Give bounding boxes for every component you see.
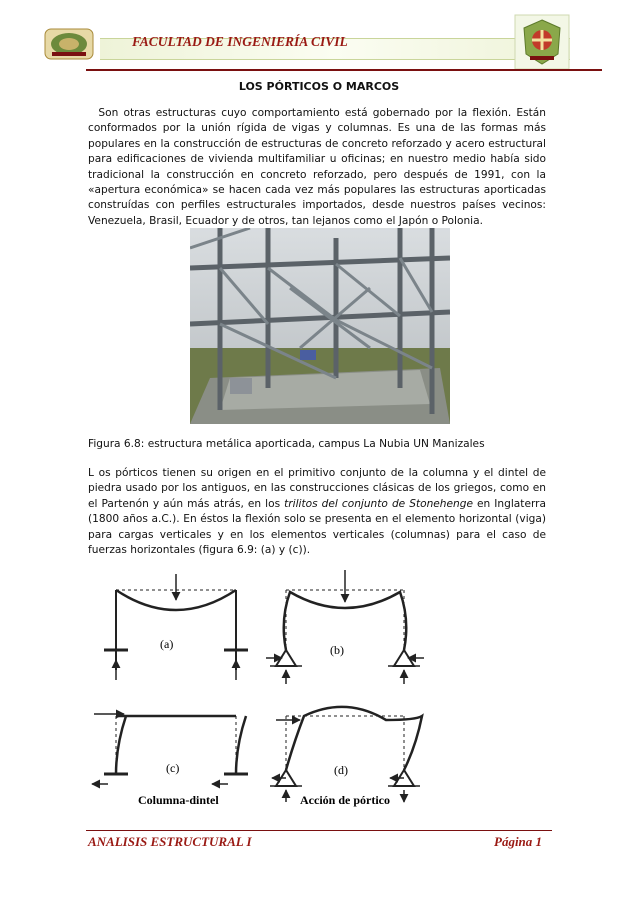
footer-rule xyxy=(86,830,552,831)
stonehenge-emphasis: trilitos del conjunto de Stonehenge xyxy=(284,497,473,510)
frame-diagrams xyxy=(86,570,546,810)
page-header xyxy=(38,12,604,70)
paragraph-history xyxy=(88,466,546,558)
diagram-b xyxy=(266,570,424,684)
diagram-a xyxy=(104,574,248,680)
figure-caption: Figura 6.8: estructura metálica aporticada, campus La Nubia UN Manizales xyxy=(88,438,485,450)
header-rule xyxy=(86,69,602,71)
footer-course: ANALISIS ESTRUCTURAL I xyxy=(88,834,252,849)
university-logo-icon xyxy=(44,28,94,60)
label-c: (c) xyxy=(166,761,180,775)
caption-post-lintel: Columna-dintel xyxy=(138,793,219,807)
faculty-crest-icon xyxy=(514,14,570,70)
paragraph-history-text-1: L os pórticos tienen su origen en el primitivo conjunto de la columna y el dintel de piedra usado por los antiguos, en las construcciones clásicas de los griegos, como en el Partenón y aún más atrás, en los xyxy=(88,467,546,510)
paragraph-intro xyxy=(88,106,546,229)
caption-frame-action: Acción de pórtico xyxy=(300,793,390,807)
paragraph-history-text-2: en Inglaterra (1800 años a.C.). En éstos la flexión solo se presenta en el elemento horizontal (viga) para cargas verticales y en los elementos verticales (columnas) para el caso de fuerzas horizontales (figura 6.9: (a) y (c)). xyxy=(88,497,546,557)
steel-frame-photo xyxy=(190,228,450,424)
label-a: (a) xyxy=(160,637,174,651)
footer-page-number: Página 1 xyxy=(494,834,543,849)
label-d: (d) xyxy=(334,763,348,777)
section-title: LOS PÓRTICOS O MARCOS xyxy=(238,80,400,93)
header-title: FACULTAD DE INGENIERÍA CIVIL xyxy=(132,34,348,49)
paragraph-intro-text: Son otras estructuras cuyo comportamiento está gobernado por la flexión. Están conformados por la unión rígida de vigas y columnas. Es una de las formas más populares en la construcción de estructuras de concreto reforzado y acero estructural para edificaciones de vivienda multifamiliar u oficinas; en nuestro medio había sido tradicional la construcción en concreto reforzado, pero después de 1991, con la «apertura económica» se hacen cada vez más populares las estructuras aporticadas construídas con perfiles estructurales importados, desde nuestros países vecinos: Venezuela, Brasil, Ecuador y de otros, tan lejanos como el Japón o Polonia. xyxy=(88,107,546,227)
diagram-d xyxy=(270,707,422,802)
label-b: (b) xyxy=(330,643,344,657)
